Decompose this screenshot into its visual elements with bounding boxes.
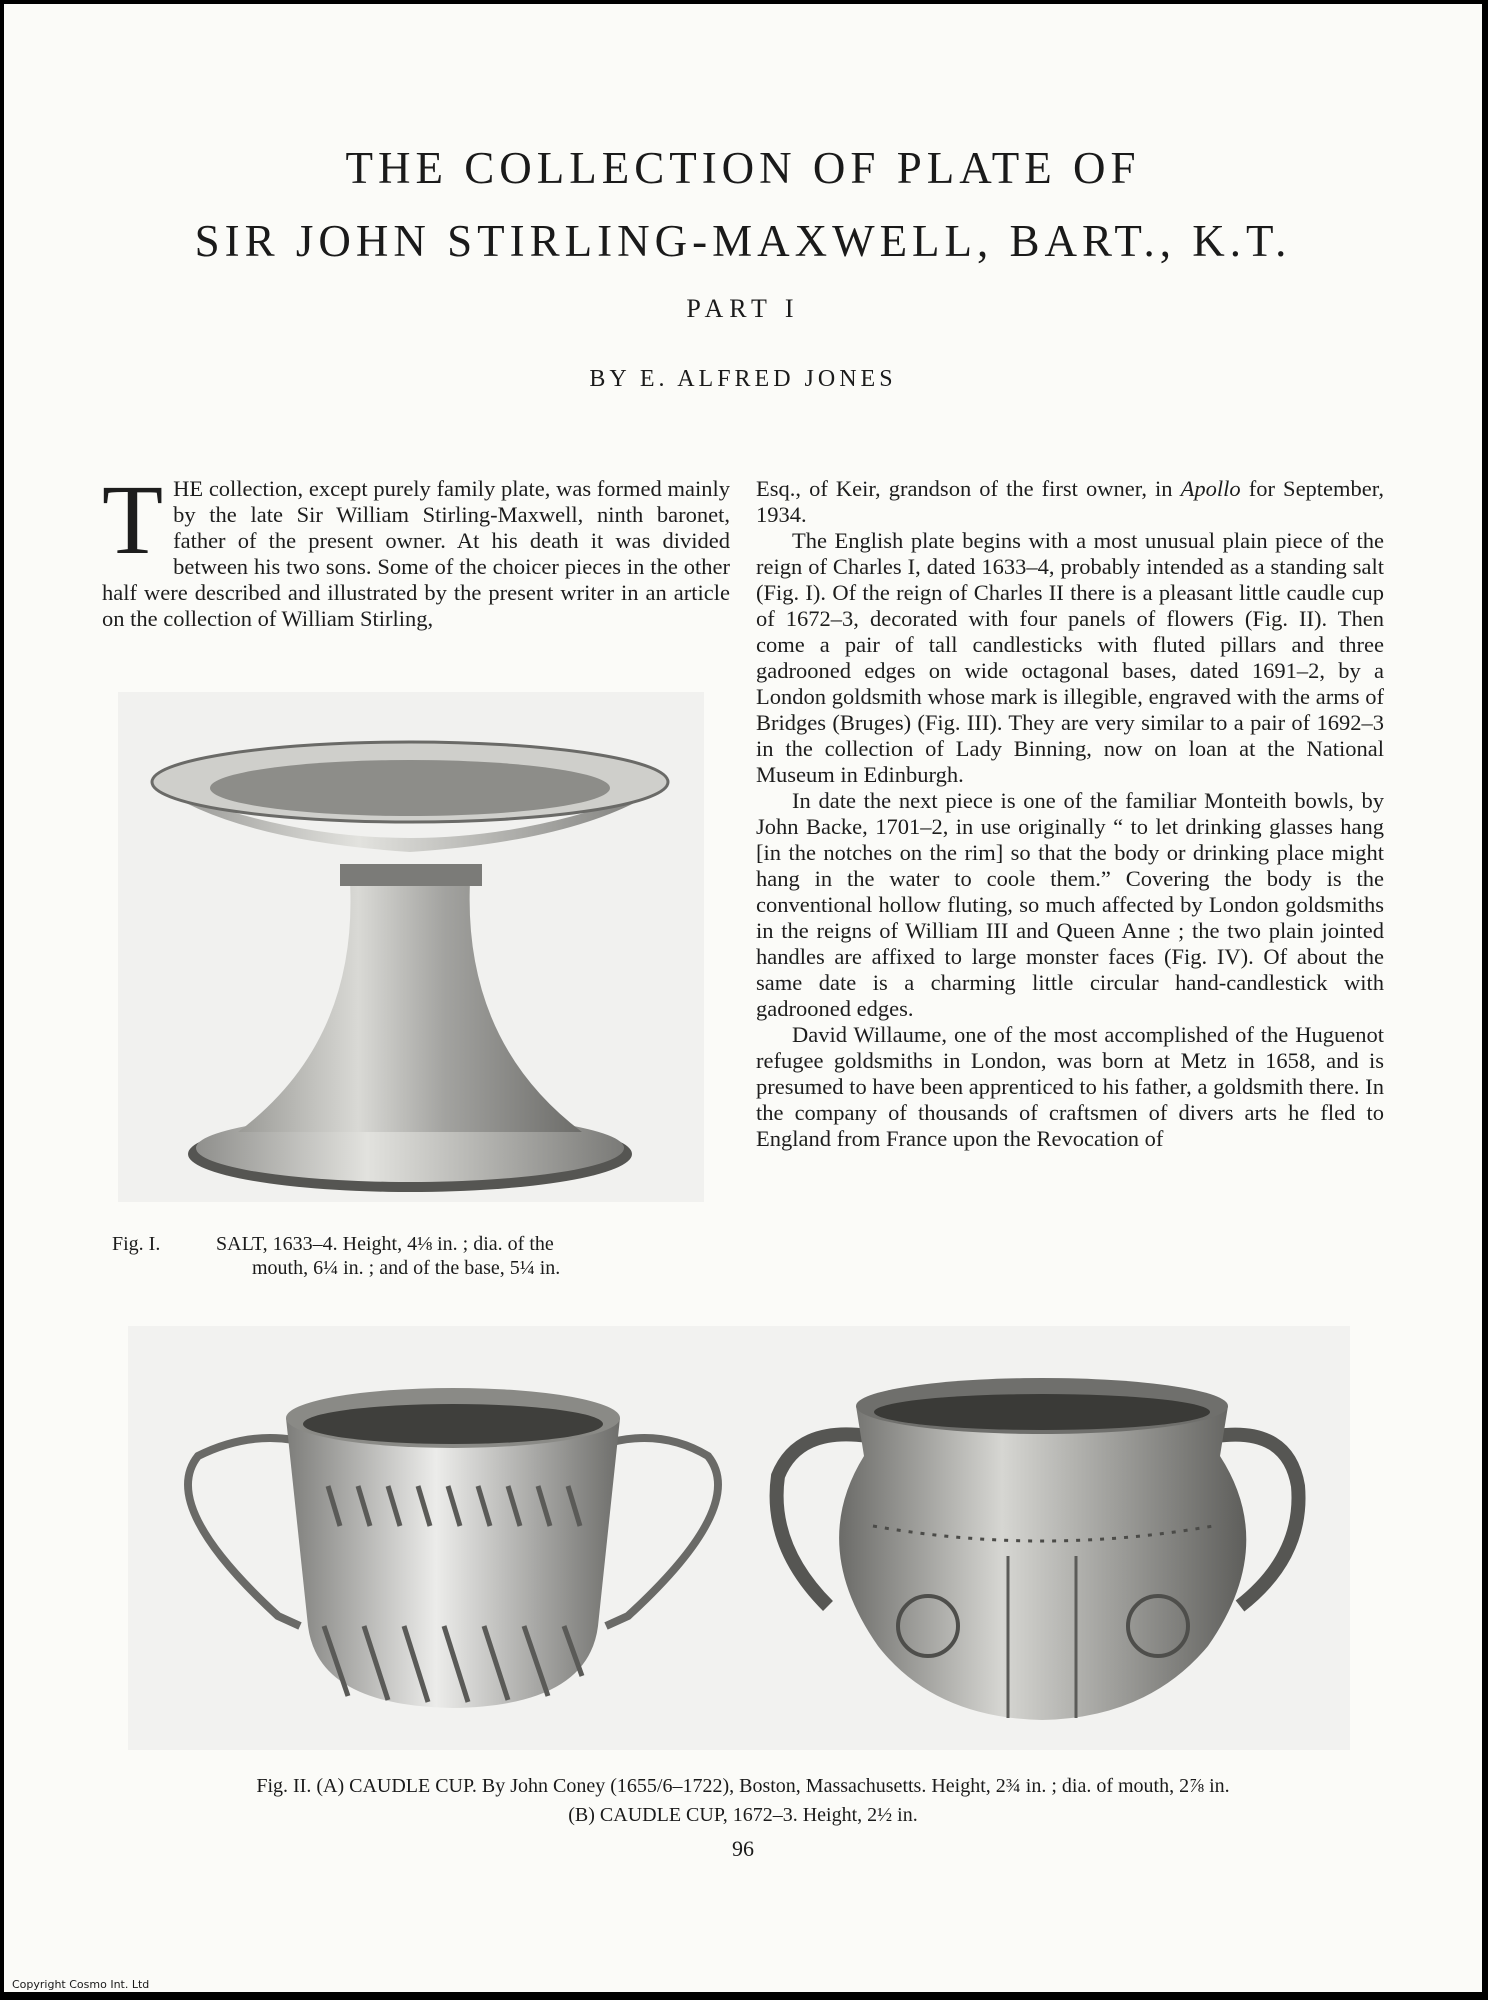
figure-1-caption-line-2: mouth, 6¼ in. ; and of the base, 5¼ in.: [252, 1257, 561, 1279]
article-title-line-1: THE COLLECTION OF PLATE OF: [345, 143, 1141, 193]
paragraph-1-text-b: for September, 1934.: [756, 476, 1384, 527]
paragraph-2: The English plate begins with a most unusual plain piece of the reign of Charles I, dated 1633–4, probably intended as a standing salt (Fig. I). Of the reign of Charles II there is a pleasant little caudle cup of 1672–3, decorated with four panels of flowers (Fig. II). Then come a pair of tall candlesticks with fluted pillars and three gadrooned edges on wide octagonal bases, dated 1691–2, by a London goldsmith whose mark is illegible, engraved with the arms of Bridges (Bruges) (Fig. III). They are very similar to a pair of 1692–3 in the collection of Lady Binning, now on loan at the National Museum in Edinburgh.: [756, 528, 1384, 787]
salt-illustration: [118, 692, 704, 1202]
figure-1-caption-line-1: SALT, 1633–4. Height, 4⅛ in. ; dia. of the: [216, 1233, 554, 1255]
drop-cap: T: [102, 464, 164, 575]
journal-title-apollo: Apollo: [1180, 476, 1241, 501]
page-number: 96: [732, 1836, 754, 1861]
paragraph-4: David Willaume, one of the most accomplished of the Huguenot refugee goldsmiths in London, was born at Metz in 1658, and is presumed to have been apprenticed to his father, a goldsmith there. In the company of thousands of craftsmen of divers arts he fled to England from France upon the Revocation of: [756, 1022, 1384, 1151]
opening-paragraph-text: HE collection, except purely family plate, was formed mainly by the late Sir William Stirling-Maxwell, ninth baronet, father of the present owner. At his death it was divided between his two sons. Some of the choicer pieces in the other half were described and illustrated by the present writer in an article on the collection of William Stirling,: [102, 476, 730, 631]
figure-2-caption-line-1: Fig. II. (A) CAUDLE CUP. By John Coney (1655/6–1722), Boston, Massachusetts. Height, 2¾ in. ; dia. of mouth, 2⅞ in.: [256, 1775, 1230, 1797]
figure-1-caption: [112, 1232, 712, 1280]
figure-2-caudle-cups-photo: [128, 1326, 1350, 1750]
caudle-cups-illustration: [128, 1326, 1350, 1750]
article-title-line-2: SIR JOHN STIRLING-MAXWELL, BART., K.T.: [194, 216, 1292, 266]
magazine-page: [4, 4, 1482, 1992]
left-column: [102, 464, 730, 632]
figure-2-caption-line-2: (B) CAUDLE CUP, 1672–3. Height, 2½ in.: [568, 1804, 918, 1826]
paragraph-3: In date the next piece is one of the familiar Monteith bowls, by John Backe, 1701–2, in use originally “ to let drinking glasses hang [in the notches on the rim] so that the body or drinking place might hang in the water to coole them.” Covering the body is the conventional hollow fluting, so much affected by London goldsmiths in the reigns of William III and Queen Anne ; the two plain jointed handles are affixed to large monster faces (Fig. IV). Of about the same date is a charming little circular hand-candlestick with gadrooned edges.: [756, 788, 1384, 1021]
author-byline: BY E. ALFRED JONES: [589, 366, 897, 392]
paragraph-1: [756, 476, 1384, 528]
part-heading: PART I: [686, 294, 800, 323]
figure-1-salt-photo: [118, 692, 704, 1202]
opening-paragraph: [102, 464, 730, 632]
figure-2-caption: [4, 1772, 1482, 1830]
copyright-notice: Copyright Cosmo Int. Ltd: [12, 1978, 150, 1991]
paragraph-1-text-a: Esq., of Keir, grandson of the first owner, in: [756, 476, 1181, 501]
figure-1-number: Fig. I.: [112, 1233, 161, 1255]
right-column: [756, 476, 1384, 1152]
